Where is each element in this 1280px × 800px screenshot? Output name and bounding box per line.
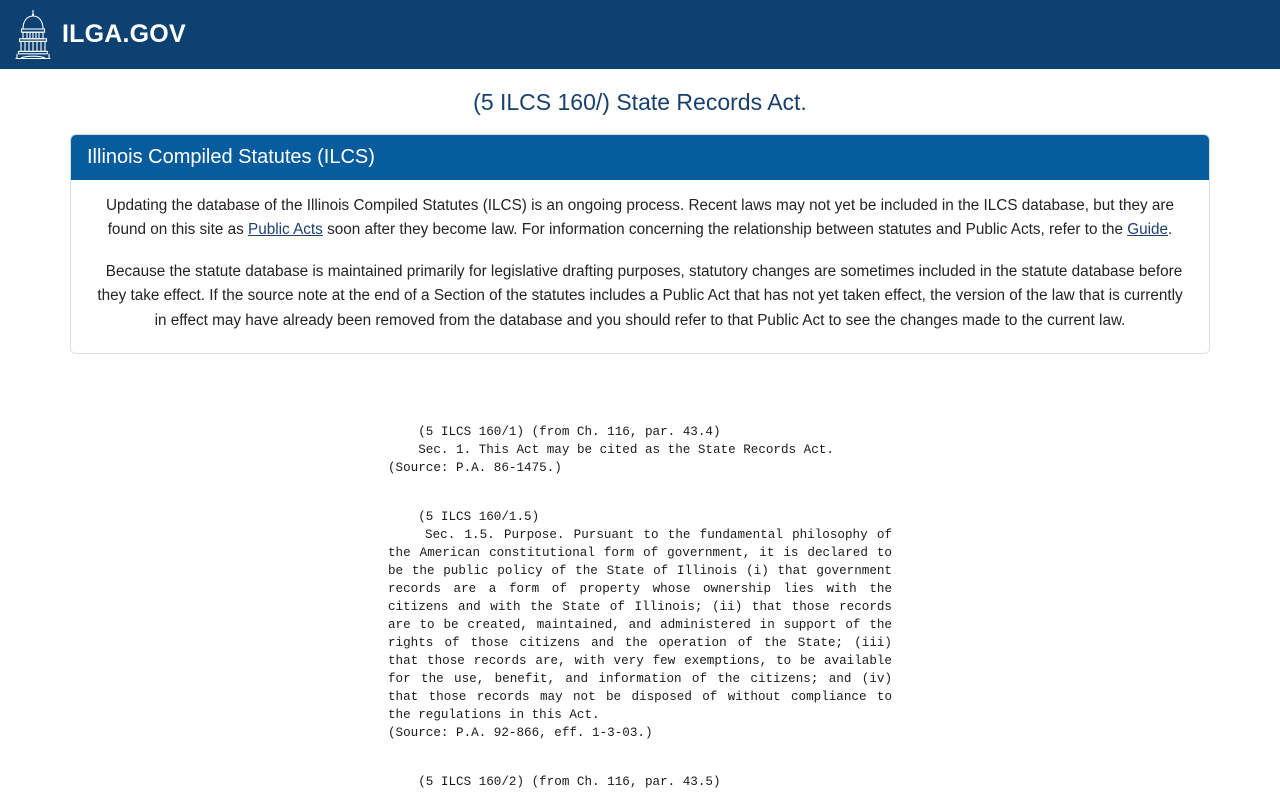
- brand-logo-link[interactable]: [14, 8, 186, 62]
- notice-p1-text-2: soon after they become law. For information concerning the relationship between statutes and Public Acts, refer to the: [322, 220, 1128, 238]
- brand-label: ILGA.GOV: [62, 20, 186, 48]
- statute-section-text: Sec. 1.5. Purpose. Pursuant to the fundamental philosophy of the American constitutional form of government, it is declared to be the public policy of the State of Illinois (i) that government records are a form of property whose ownership lies with the citizens and with the State of Illinois; (ii) that those records are to be created, maintained, and administered in support of the rights of those citizens and the operation of the State; (iii) that those records are, with very few exemptions, to be available for the use, benefit, and information of the citizens; and (iv) that those records may not be disposed of without compliance to the regulations in this Act.: [388, 527, 900, 722]
- ilcs-notice-panel: [70, 134, 1210, 354]
- capitol-dome-icon: [14, 8, 52, 62]
- panel-body: [71, 180, 1209, 353]
- notice-paragraph-1: [93, 194, 1187, 242]
- notice-p2-text: Because the statute database is maintained primarily for legislative drafting purposes, statutory changes are sometimes included in the statute database before they take effect. If the source note at the end of a Section of the statutes includes a Public Act that has not yet taken effect, the version of the law that is currently in effect may have already been removed from the database and you should refer to that Public Act to see the changes made to the current law.: [97, 263, 1183, 329]
- notice-p1-text-3: .: [1168, 220, 1173, 238]
- site-header: [0, 0, 1280, 69]
- statute-section-text: Sec. 1. This Act may be cited as the State Records Act.: [388, 442, 834, 457]
- statute-citation: (5 ILCS 160/1.5): [388, 509, 540, 524]
- statute-citation: (5 ILCS 160/1) (from Ch. 116, par. 43.4): [388, 424, 721, 439]
- guide-link[interactable]: Guide: [1127, 220, 1169, 238]
- statute-source-note: (Source: P.A. 92-866, eff. 1-3-03.): [388, 725, 653, 740]
- public-acts-link[interactable]: Public Acts: [248, 220, 323, 238]
- page-title: (5 ILCS 160/) State Records Act.: [473, 89, 807, 115]
- statute-text-region: [388, 354, 900, 791]
- panel-heading: Illinois Compiled Statutes (ILCS): [71, 135, 1209, 180]
- notice-paragraph-2: [93, 260, 1187, 333]
- statute-source-note: (Source: P.A. 86-1475.): [388, 460, 562, 475]
- notice-p1-text-1: Updating the database of the Illinois Compiled Statutes (ILCS) is an ongoing process. Recent laws may not yet be included in the ILCS database, but they are found on this site as: [105, 196, 1174, 238]
- statute-section: [388, 423, 892, 477]
- statute-section: [388, 773, 892, 791]
- statute-section: [388, 508, 900, 742]
- statute-citation: (5 ILCS 160/2) (from Ch. 116, par. 43.5): [388, 774, 721, 789]
